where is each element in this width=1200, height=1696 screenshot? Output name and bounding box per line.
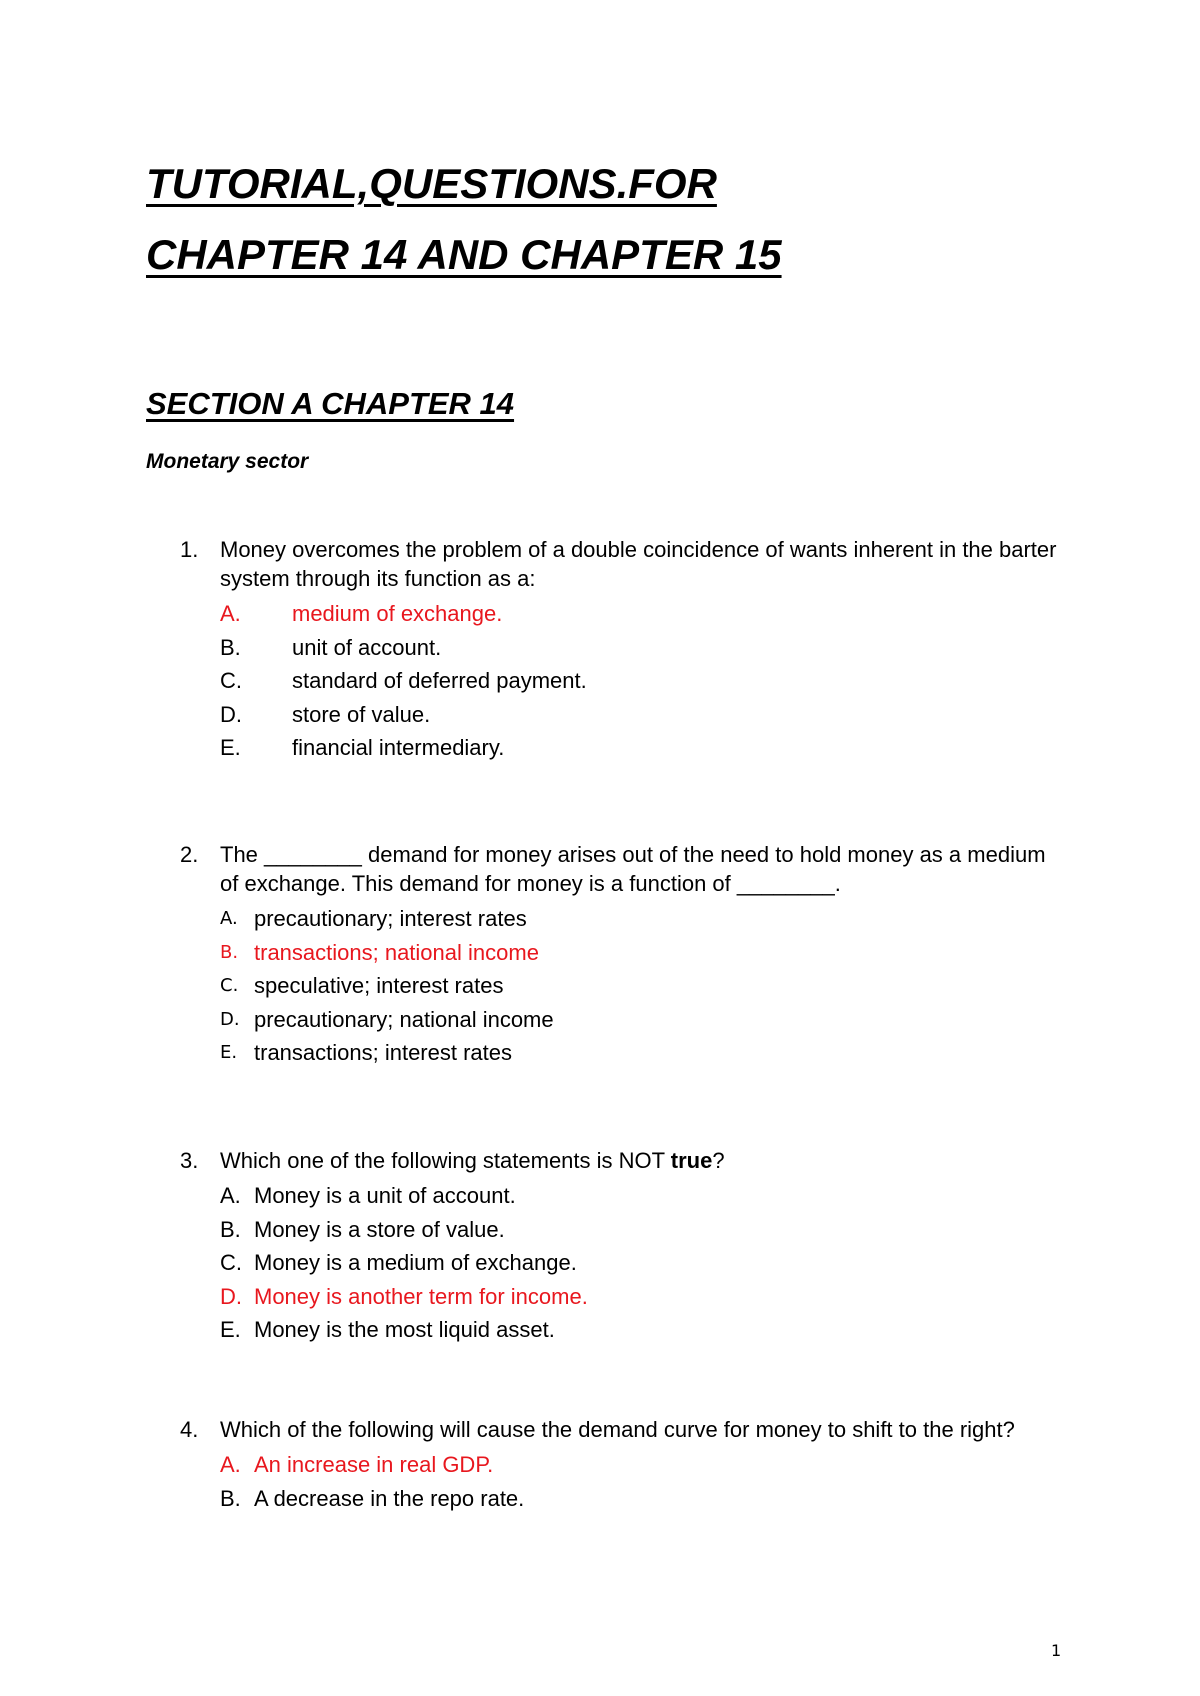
option-letter: C.	[220, 668, 242, 693]
title-line-2: CHAPTER 14 AND CHAPTER 15	[146, 231, 782, 278]
option-text: An increase in real GDP.	[254, 1452, 494, 1477]
option-letter: B.	[220, 1216, 241, 1242]
question-number: 1.	[180, 537, 199, 562]
option-letter: A.	[220, 908, 238, 929]
option-letter: E.	[220, 1317, 241, 1342]
question-text: Money overcomes the problem of a double coincidence of wants inherent in the barter system through its function as a:	[220, 537, 1057, 591]
option-text: Money is the most liquid asset.	[254, 1317, 555, 1342]
option-d	[220, 1003, 1060, 1037]
option-text: financial intermediary.	[292, 735, 505, 760]
option-b	[220, 936, 1060, 970]
option-letter: D.	[220, 701, 242, 727]
answer-options	[220, 902, 1060, 1070]
option-letter: B.	[220, 1485, 241, 1511]
option-text: store of value.	[292, 701, 431, 727]
option-a	[220, 597, 1060, 631]
option-text: medium of exchange.	[292, 601, 503, 626]
option-b	[220, 1482, 1060, 1516]
question-2	[180, 840, 1060, 1070]
question-1	[180, 535, 1060, 765]
option-text: standard of deferred payment.	[292, 668, 587, 693]
option-text: transactions; interest rates	[254, 1040, 513, 1065]
question-number: 2.	[180, 842, 199, 867]
option-a	[220, 902, 1060, 936]
option-text: precautionary; interest rates	[254, 906, 527, 931]
option-b	[220, 1213, 1060, 1247]
option-text: unit of account.	[292, 634, 442, 660]
question-4	[180, 1415, 1060, 1515]
option-e	[220, 731, 1060, 765]
section-subtitle: Monetary sector	[146, 450, 309, 473]
question-text: Which of the following will cause the demand curve for money to shift to the right?	[220, 1417, 1015, 1442]
option-e	[220, 1036, 1060, 1070]
option-letter: B.	[220, 941, 239, 963]
title-line-1: TUTORIAL,QUESTIONS.FOR	[146, 160, 717, 207]
option-c	[220, 1246, 1060, 1280]
option-text: Money is a store of value.	[254, 1216, 505, 1242]
question-number: 3.	[180, 1148, 199, 1173]
emphasis-true: true	[670, 1148, 713, 1173]
option-letter: E.	[220, 735, 241, 760]
option-letter: C.	[220, 1250, 242, 1275]
option-text: Money is a medium of exchange.	[254, 1250, 577, 1275]
option-text: Money is a unit of account.	[254, 1183, 516, 1208]
option-text: speculative; interest rates	[254, 973, 504, 998]
option-d	[220, 698, 1060, 732]
option-c	[220, 664, 1060, 698]
option-text: Money is another term for income.	[254, 1283, 588, 1309]
question-number: 4.	[180, 1417, 199, 1442]
answer-options	[220, 1448, 1060, 1515]
option-letter: B.	[220, 634, 241, 660]
option-letter: C.	[220, 975, 239, 996]
option-letter: E.	[220, 1042, 238, 1063]
option-c	[220, 969, 1060, 1003]
section-heading: SECTION A CHAPTER 14	[146, 386, 515, 421]
option-text: transactions; national income	[254, 939, 539, 965]
option-text: precautionary; national income	[254, 1006, 554, 1032]
option-letter: A.	[220, 601, 241, 626]
page-number: 1	[1051, 1641, 1062, 1660]
option-d	[220, 1280, 1060, 1314]
question-3	[180, 1146, 1060, 1347]
option-a	[220, 1179, 1060, 1213]
page-title	[146, 148, 782, 290]
option-letter: D.	[220, 1283, 242, 1309]
question-text: Which one of the following statements is NOT true?	[220, 1148, 725, 1173]
option-a	[220, 1448, 1060, 1482]
option-e	[220, 1313, 1060, 1347]
question-text: The ________ demand for money arises out of the need to hold money as a medium of exchange. This demand for money is a function of ________.	[220, 842, 1046, 896]
option-letter: D.	[220, 1008, 240, 1030]
option-b	[220, 631, 1060, 665]
option-text: A decrease in the repo rate.	[254, 1485, 525, 1511]
answer-options	[220, 597, 1060, 765]
option-letter: A.	[220, 1452, 241, 1477]
answer-options	[220, 1179, 1060, 1347]
option-letter: A.	[220, 1183, 241, 1208]
